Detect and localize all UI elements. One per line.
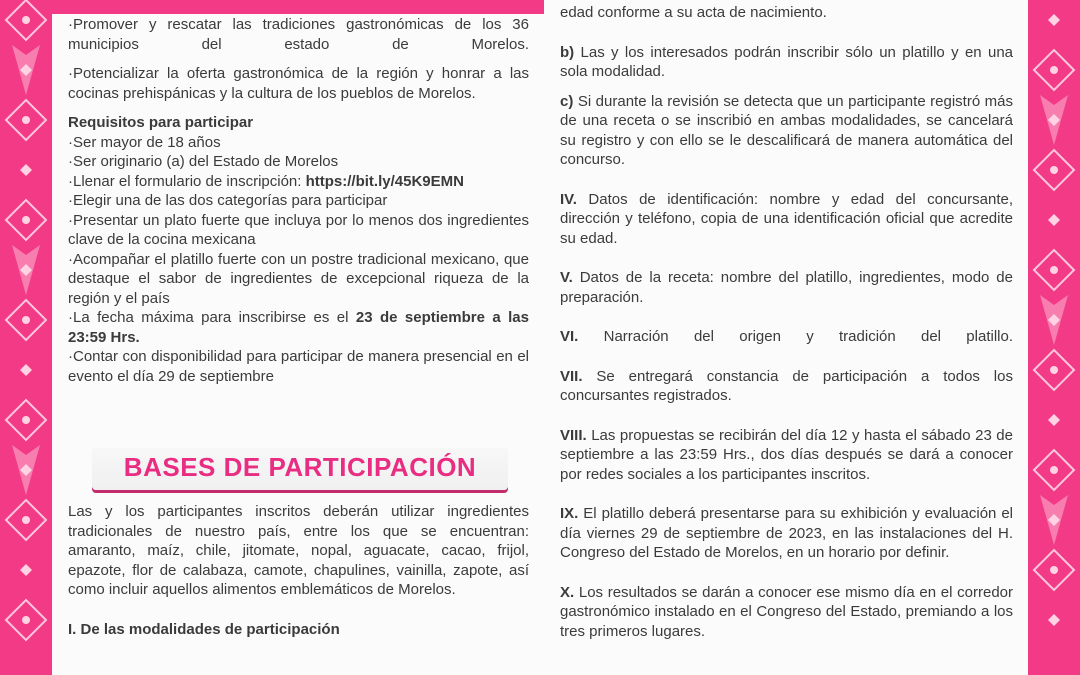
section-iv [560, 190, 1013, 249]
section-vii [560, 367, 1013, 406]
rule-b [560, 43, 1013, 82]
section-viii-label: VIII. [560, 426, 587, 444]
bases-section [68, 502, 529, 639]
section-v-label: V. [560, 269, 573, 286]
section-vii-label: VII. [560, 367, 583, 385]
rule-b-text: Las y los interesados podrán inscribir sólo un platillo y en una sola modalidad. [560, 43, 1013, 80]
deadline-date: 23 de septiembre a las 23:59 Hrs. [68, 309, 529, 346]
rule-c-text: Si durante la revisión se detecta que un participante registró más de una receta o se inscribió en ambas modalidades, se cancelará su registro y con ello se le descalificará de manera automática del concurso. [560, 92, 1013, 168]
section-ix-text: El platillo deberá presentarse para su exhibición y evaluación el día viernes 29 de septiembre de 2023, en las instalaciones del H. Congreso del Estado de Morelos, en un horario por definir. [560, 505, 1013, 561]
rule-b-label: b) [560, 43, 575, 61]
requirement-category: ·Elegir una de las dos categorías para participar [68, 192, 388, 209]
right-column [560, 3, 1013, 641]
section-vi-label: VI. [560, 328, 579, 345]
objective-1: ·Promover y rescatar las tradiciones gastronómicas de los 36 municipios del estado de Morelos. [68, 16, 529, 53]
requirement-main-dish: ·Presentar un plato fuerte que incluya por lo menos dos ingredientes clave de la cocina mexicana [68, 211, 529, 248]
section-vi-text: Narración del origen y tradición del platillo. [578, 328, 1013, 345]
rule-c [560, 92, 1013, 170]
section-ix-label: IX. [560, 505, 579, 522]
rule-c-label: c) [560, 92, 574, 110]
requirement-availability: ·Contar con disponibilidad para participar de manera presencial en el evento el día 29 de septiembre [68, 348, 529, 385]
requirements-heading: Requisitos para participar [68, 114, 254, 131]
modalities-heading: I. De las modalidades de participación [68, 620, 340, 638]
section-ix [560, 504, 1013, 563]
section-x-text: Los resultados se darán a conocer ese mismo día en el corredor gastronómico instalado en el Congreso del Estado, premiando a los tres primeros lugares. [560, 583, 1013, 640]
section-x [560, 583, 1013, 642]
requirement-deadline [68, 308, 529, 347]
section-viii-text: Las propuestas se recibirán del día 12 y hasta el sábado 23 de septiembre a las 23:59 Hrs., dos días después se dará a conocer por redes sociales a los participantes inscritos. [560, 426, 1013, 483]
left-column [68, 15, 529, 386]
section-iv-text: Datos de identificación: nombre y edad del concursante, dirección y teléfono, copia de una identificación oficial que acredite su edad. [560, 190, 1013, 247]
rule-a-fragment: edad conforme a su acta de nacimiento. [560, 4, 827, 21]
section-v-text: Datos de la receta: nombre del platillo, ingredientes, modo de preparación. [560, 269, 1013, 306]
requirement-form [68, 172, 529, 192]
registration-link[interactable]: https://bit.ly/45K9EMN [305, 172, 464, 190]
section-viii [560, 426, 1013, 485]
section-iv-label: IV. [560, 190, 577, 208]
requirement-origin: ·Ser originario (a) del Estado de Morelos [68, 153, 339, 170]
deadline-text: ·La fecha máxima para inscribirse es el [68, 309, 356, 326]
requirement-age: ·Ser mayor de 18 años [68, 133, 221, 151]
objective-2: ·Potencializar la oferta gastronómica de la región y honrar a las cocinas prehispánicas y la cultura de los pueblos de Morelos. [68, 65, 529, 102]
section-v [560, 268, 1013, 307]
decorative-pattern-icon [1028, 0, 1080, 675]
requirement-dessert: ·Acompañar el platillo fuerte con un postre tradicional mexicano, que destaque el sabor de ingredientes de excepcional riqueza de la región y el país [68, 250, 529, 307]
bases-banner [92, 448, 508, 490]
papel-picado-border-left [0, 0, 52, 675]
requirement-form-text: ·Llenar el formulario de inscripción: [68, 172, 306, 190]
section-vi [560, 327, 1013, 347]
bases-banner-title: BASES DE PARTICIPACIÓN [123, 452, 477, 482]
top-pink-band [52, 0, 544, 14]
bases-intro: Las y los participantes inscritos deberán utilizar ingredientes tradicionales de nuestro país, entre los que se encuentran: amaranto, maíz, chile, jitomate, nopal, aguacate, cacao, frijol, epazote, flor de calabaza, camote, chapulines, vainilla, zapote, así como incluir aquellos alimentos emblemáticos de Morelos. [68, 503, 529, 598]
decorative-pattern-icon [0, 0, 52, 675]
section-x-label: X. [560, 583, 575, 601]
section-vii-text: Se entregará constancia de participación a todos los concursantes registrados. [560, 367, 1013, 404]
papel-picado-border-right [1028, 0, 1080, 675]
